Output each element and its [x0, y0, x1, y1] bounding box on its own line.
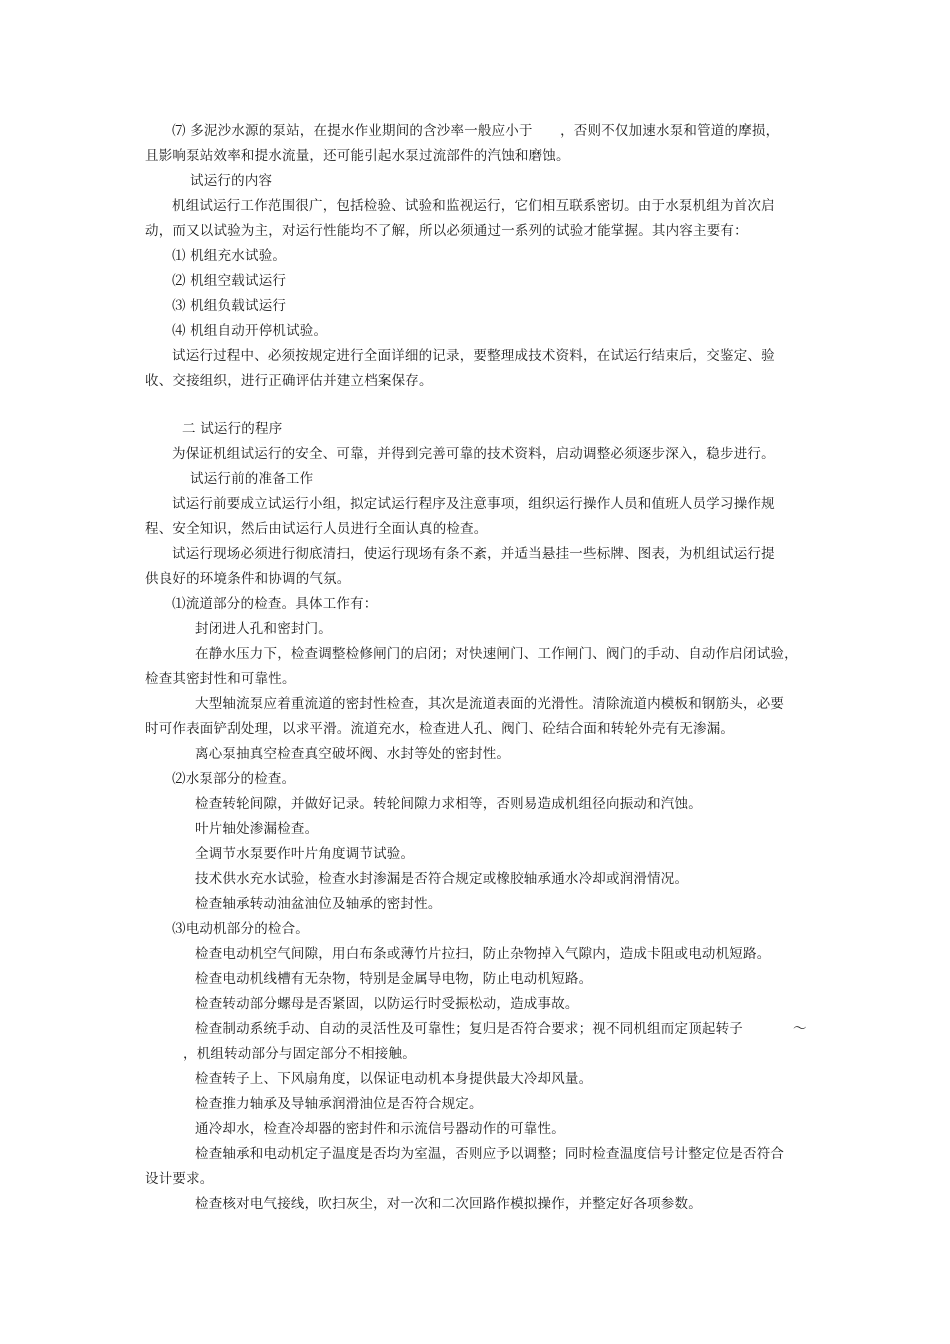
- paragraph-line: 动，而又以试验为主，对运行性能均不了解，所以必须通过一系列的试验才能掌握。其内容主要有：: [145, 223, 748, 239]
- paragraph-line: 检查核对电气接线，吹扫灰尘，对一次和二次回路作模拟操作，并整定好各项参数。: [195, 1196, 702, 1212]
- paragraph-line: 检查推力轴承及导轴承润滑油位是否符合规定。: [195, 1096, 483, 1112]
- list-item: ⑵ 机组空载试运行: [172, 273, 287, 289]
- paragraph-line: 检查电动机线槽有无杂物，特别是金属导电物，防止电动机短路。: [195, 971, 593, 987]
- paragraph-line: 检查轴承和电动机定子温度是否均为室温，否则应予以调整；同时检查温度信号计整定位是否符合: [195, 1146, 785, 1162]
- paragraph-line: 试运行前要成立试运行小组，拟定试运行程序及注意事项，组织运行操作人员和值班人员学习操作规: [172, 496, 775, 512]
- paragraph-line: 程、安全知识，然后由试运行人员进行全面认真的检查。: [145, 521, 488, 537]
- paragraph-line: 供良好的环境条件和协调的气氛。: [145, 571, 351, 587]
- paragraph-line: 检查转动部分螺母是否紧固，以防运行时受振松动，造成事故。: [195, 996, 579, 1012]
- paragraph-line: 设计要求。: [145, 1171, 214, 1187]
- paragraph-line: 收、交接组织，进行正确评估并建立档案保存。: [145, 373, 433, 389]
- tilde-mark: ～: [793, 1021, 807, 1037]
- section-heading: 试运行的内容: [190, 173, 273, 189]
- paragraph-line: 通冷却水，检查冷却器的密封件和示流信号器动作的可靠性。: [195, 1121, 565, 1137]
- paragraph-line: 检查其密封性和可靠性。: [145, 671, 296, 687]
- section-heading: 二 试运行的程序: [182, 421, 283, 437]
- paragraph-line: ，机组转动部分与固定部分不相接触。: [183, 1046, 416, 1062]
- paragraph-line: 技术供水充水试验，检查水封渗漏是否符合规定或橡胶轴承通水冷却或润滑情况。: [195, 871, 689, 887]
- list-item: ⑶ 机组负载试运行: [172, 298, 287, 314]
- paragraph-line: 检查制动系统手动、自动的灵活性及可靠性；复归是否符合要求；视不同机组而定顶起转子: [195, 1021, 743, 1037]
- paragraph-line: 封闭进人孔和密封门。: [195, 621, 332, 637]
- paragraph-line: 全调节水泵要作叶片角度调节试验。: [195, 846, 415, 862]
- list-item: ⑷ 机组自动开停机试验。: [172, 323, 328, 339]
- subsection-heading: ⑴流道部分的检查。具体工作有：: [172, 596, 378, 612]
- paragraph-line: 检查轴承转动油盆油位及轴承的密封性。: [195, 896, 442, 912]
- paragraph-line: 为保证机组试运行的安全、可靠，并得到完善可靠的技术资料，启动调整必须逐步深入，稳步进行。: [172, 446, 775, 462]
- paragraph-line: 检查转轮间隙，并做好记录。转轮间隙力求相等，否则易造成机组径向振动和汽蚀。: [195, 796, 702, 812]
- paragraph-line: 且影响泵站效率和提水流量，还可能引起水泵过流部件的汽蚀和磨蚀。: [145, 148, 570, 164]
- paragraph-line: 大型轴流泵应着重流道的密封性检查，其次是流道表面的光滑性。清除流道内模板和钢筋头，必要: [195, 696, 785, 712]
- paragraph-line: 离心泵抽真空检查真空破坏阀、水封等处的密封性。: [195, 746, 511, 762]
- subsection-heading: ⑵水泵部分的检查。: [172, 771, 296, 787]
- paragraph-line: 检查电动机空气间隙，用白布条或薄竹片拉扫，防止杂物掉入气隙内，造成卡阻或电动机短路。: [195, 946, 771, 962]
- paragraph-line: 时可作表面铲刮处理，以求平滑。流道充水，检查进人孔、阀门、砼结合面和转轮外壳有无渗漏。: [145, 721, 735, 737]
- paragraph-line: 试运行过程中、必须按规定进行全面详细的记录，要整理成技术资料，在试运行结束后，交鉴定、验: [172, 348, 775, 364]
- paragraph-line: 检查转子上、下风扇角度，以保证电动机本身提供最大冷却风量。: [195, 1071, 593, 1087]
- paragraph-line: ⑺ 多泥沙水源的泵站，在提水作业期间的含沙率一般应小于 ，否则不仅加速水泵和管道的摩损，: [172, 123, 780, 139]
- paragraph-line: 试运行现场必须进行彻底清扫，使运行现场有条不紊，并适当悬挂一些标牌、图表，为机组试运行提: [172, 546, 775, 562]
- paragraph-line: 叶片轴处渗漏检查。: [195, 821, 319, 837]
- subsection-heading: ⑶电动机部分的检合。: [172, 921, 309, 937]
- paragraph-line: 在静水压力下，检查调整检修闸门的启闭；对快速闸门、工作闸门、阀门的手动、自动作启闭试验，: [195, 646, 798, 662]
- section-heading: 试运行前的准备工作: [190, 471, 314, 487]
- list-item: ⑴ 机组充水试验。: [172, 248, 287, 264]
- paragraph-line: 机组试运行工作范围很广，包括检验、试验和监视运行，它们相互联系密切。由于水泵机组为首次启: [172, 198, 775, 214]
